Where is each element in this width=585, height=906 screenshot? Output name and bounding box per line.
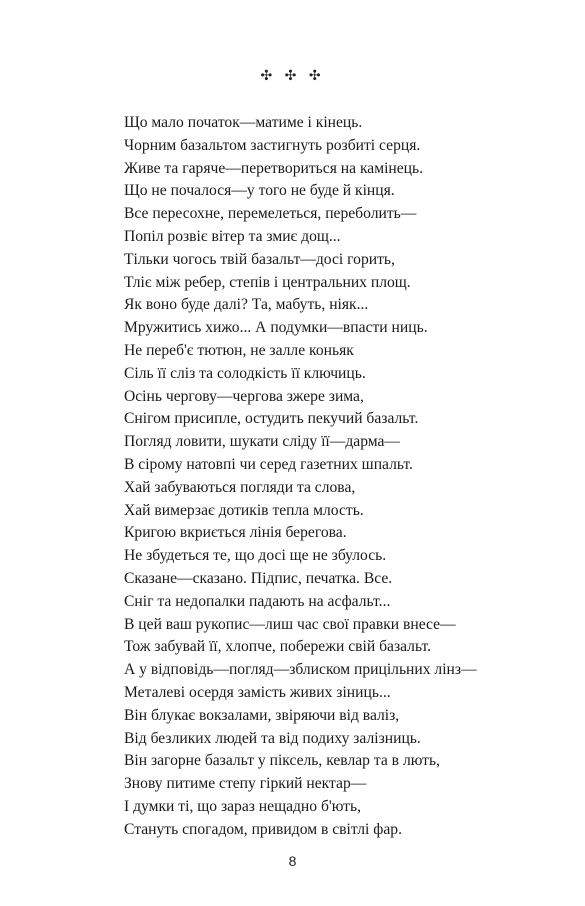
poem-line: Від безликих людей та від подиху залізниць. [124,729,421,747]
poem-line: Мружитись хижо... А подумки—впасти ниць. [124,319,428,337]
poem-line: Осінь чергову—чергова зжере зима, [124,387,364,405]
poem-line: Попіл розвіє вітер та змиє дощ... [124,227,341,245]
poem-line: Металеві осердя замість живих зіниць... [124,683,391,701]
poem-line: Погляд ловити, шукати сліду її—дарма— [124,433,401,451]
poem-line: А у відповідь—погляд—зблиском прицільних лінз— [124,661,477,679]
poem-line: Живе та гаряче—перетвориться на камінець. [124,159,424,177]
poem-line: Не переб'є тютюн, не залле коньяк [124,341,354,359]
poem-line: Снігом присипле, остудить пекучий базальт. [124,410,419,428]
poem-text [124,112,564,842]
poem-line: Сніг та недопалки падають на асфальт... [124,592,391,610]
poem-line: Все пересохне, перемелеться, переболить— [124,205,417,223]
poem-line: Хай забуваються погляди та слова, [124,478,356,496]
poem-line: Він загорне базальт у піксель, кевлар та в лють, [124,752,440,770]
section-ornament: ✣ ✣ ✣ [260,68,325,84]
poem-line: Стануть спогадом, привидом в світлі фар. [124,820,402,838]
poem-line: Як воно буде далі? Та, мабуть, ніяк... [124,296,369,314]
poem-line: Що не почалося—у того не буде й кінця. [124,182,395,200]
poem-line: Не збудеться те, що досі ще не збулось. [124,547,387,565]
poem-line: Знову питиме степу гіркий нектар— [124,775,367,793]
poem-line: Що мало початок—матиме і кінець. [124,114,363,131]
poem-line: Він блукає вокзалами, звіряючи від валіз, [124,706,400,724]
page-number: 8 [288,853,297,869]
poem-line: Сіль її сліз та солодкість її ключиць. [124,364,366,382]
poem-line: Тож забувай її, хлопче, побережи свій базальт. [124,638,432,656]
poem-line: Хай вимерзає дотиків тепла млость. [124,501,364,519]
poem-line: І думки ті, що зараз нещадно б'ють, [124,797,361,815]
poem-line: Сказане—сказано. Підпис, печатка. Все. [124,569,393,587]
poem-line: В цей ваш рукопис—лиш час свої правки внесе— [124,615,456,633]
poem-line: Кригою вкриється лінія берегова. [124,524,347,542]
poem-line: Тліє між ребер, степів і центральних площ. [124,273,411,291]
poem-line: Тільки чогось твій базальт—досі горить, [124,250,395,268]
poem-line: В сірому натовпі чи серед газетних шпальт. [124,455,413,473]
poem-line: Чорним базальтом застигнуть розбиті серця. [124,136,421,154]
